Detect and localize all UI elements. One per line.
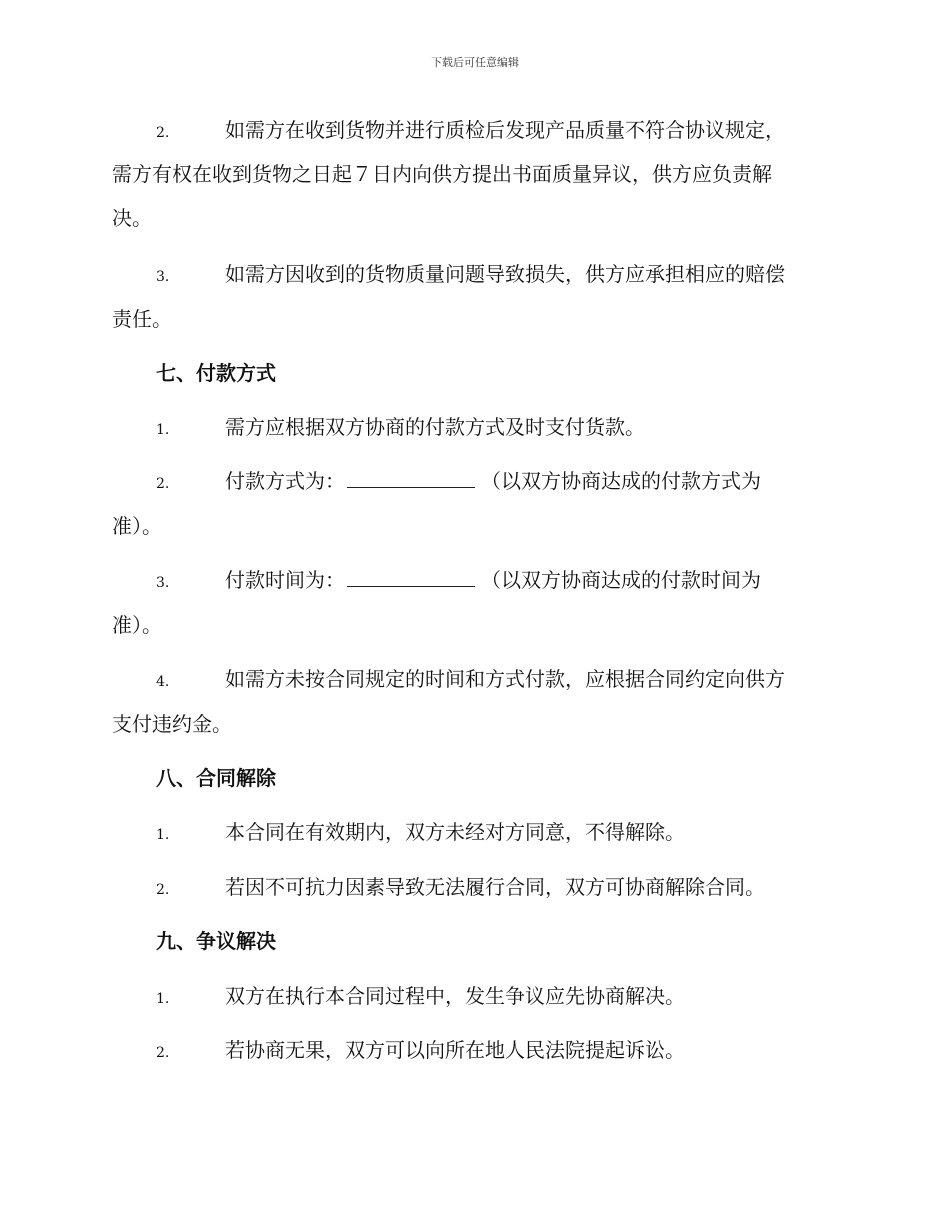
clause-item (156, 665, 785, 696)
page-header: 下载后可任意编辑 (431, 56, 519, 69)
clause-text: 若协商无果，双方可以向所在地人民法院提起诉讼。 (225, 1038, 685, 1062)
section-heading: 八、合同解除 (156, 766, 276, 790)
clause-number: 1. (156, 422, 170, 438)
clause-number: 2. (156, 476, 170, 492)
fill-in-blank (347, 568, 475, 587)
clause-continuation: 责任。 (112, 307, 172, 331)
clause-item (156, 1036, 685, 1067)
clause-text: 如需方未按合同规定的时间和方式付款，应根据合同约定向供方 (225, 667, 785, 691)
clause-item (156, 116, 785, 147)
clause-continuation: 准）。 (112, 514, 162, 538)
section-heading: 九、争议解决 (156, 929, 276, 953)
clause-number: 3. (156, 269, 170, 285)
clause-continuation: 决。 (112, 206, 152, 230)
clause-number: 2. (156, 882, 170, 898)
clause-text: 如需方因收到的货物质量问题导致损失，供方应承担相应的赔偿 (225, 262, 785, 286)
clause-item (156, 873, 765, 904)
clause-number: 3. (156, 575, 170, 591)
clause-text: 本合同在有效期内，双方未经对方同意，不得解除。 (225, 820, 685, 844)
clause-text: （以双方协商达成的付款方式为 (481, 469, 761, 493)
clause-number: 1. (156, 991, 170, 1007)
clause-continuation: 需方有权在收到货物之日起７日内向供方提出书面质量异议，供方应负责解 (112, 162, 772, 186)
clause-item (156, 413, 645, 444)
clause-number: 1. (156, 827, 170, 843)
clause-number: 2. (156, 1045, 170, 1061)
clause-text: 需方应根据双方协商的付款方式及时支付货款。 (225, 415, 645, 439)
clause-number: 4. (156, 674, 170, 690)
clause-continuation: 准）。 (112, 613, 162, 637)
clause-text: 如需方在收到货物并进行质检后发现产品质量不符合协议规定， (225, 118, 785, 142)
section-heading: 七、付款方式 (156, 361, 276, 385)
clause-continuation: 支付违约金。 (112, 712, 232, 736)
clause-label: 付款方式为： (225, 469, 345, 493)
clause-item (156, 260, 785, 291)
fill-in-blank (347, 469, 475, 488)
clause-text: （以双方协商达成的付款时间为 (481, 568, 761, 592)
clause-item (156, 467, 761, 498)
clause-item (156, 566, 761, 597)
clause-label: 付款时间为： (225, 568, 345, 592)
clause-item (156, 818, 685, 849)
clause-text: 双方在执行本合同过程中，发生争议应先协商解决。 (225, 984, 685, 1008)
clause-item (156, 982, 685, 1013)
clause-number: 2. (156, 125, 170, 141)
clause-text: 若因不可抗力因素导致无法履行合同，双方可协商解除合同。 (225, 875, 765, 899)
